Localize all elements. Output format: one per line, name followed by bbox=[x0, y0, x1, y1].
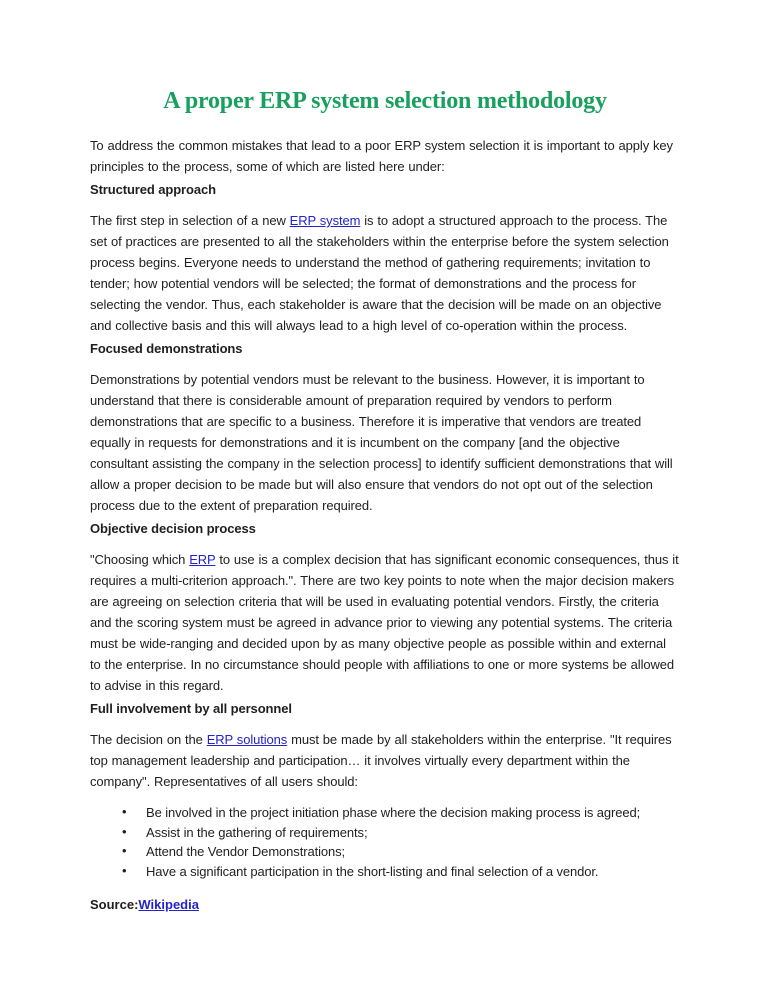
bullet-icon: • bbox=[122, 804, 127, 819]
representatives-list bbox=[90, 803, 680, 881]
paragraph-full-involvement: The decision on the ERP solutions must be made by all stakeholders within the enterprise. "It requires top management leadership and participation… it involves virtually every department within the company". Representatives of all users should: bbox=[90, 732, 672, 789]
list-item bbox=[122, 823, 680, 843]
bullet-icon: • bbox=[122, 862, 127, 878]
intro-paragraph: To address the common mistakes that lead to a poor ERP system selection it is important to apply key principles to the process, some of which are listed here under: bbox=[90, 138, 673, 174]
heading-full-involvement: Full involvement by all personnel bbox=[90, 701, 292, 716]
bullet-icon: • bbox=[122, 823, 127, 839]
list-item-text: Assist in the gathering of requirements; bbox=[146, 824, 368, 840]
erp-system-link[interactable]: ERP system bbox=[289, 213, 361, 228]
wikipedia-link[interactable]: Wikipedia bbox=[138, 897, 199, 912]
list-item-text: Attend the Vendor Demonstrations; bbox=[146, 844, 346, 859]
list-item bbox=[122, 862, 680, 882]
erp-link[interactable]: ERP bbox=[189, 552, 216, 567]
list-item bbox=[122, 842, 680, 862]
heading-objective-decision-process: Objective decision process bbox=[90, 521, 256, 536]
source-label: Source: bbox=[90, 897, 139, 912]
paragraph-focused-demonstrations: Demonstrations by potential vendors must be relevant to the business. However, it is important to understand that there is considerable amount of preparation required by vendors to perform demonstrations that are specific to a business. Therefore it is imperative that vendors are treated equally in requests for demonstrations and it is incumbent on the company [and the objective consultant assisting the company in the selection process] to identify sufficient demonstrations that will allow a proper decision to be made but will also ensure that vendors do not opt out of the selection process due to the extent of preparation required. bbox=[90, 372, 673, 513]
list-item-text: Be involved in the project initiation phase where the decision making process is agreed; bbox=[146, 805, 641, 820]
document-title: A proper ERP system selection methodology bbox=[163, 88, 607, 114]
paragraph-objective-decision-process: "Choosing which ERP to use is a complex decision that has significant economic consequences, thus it requires a multi-criterion approach.". There are two key points to note when the major decision makers are agreeing on selection criteria that will be used in evaluating potential vendors. Firstly, the criteria and the scoring system must be agreed in advance prior to viewing any potential systems. The criteria must be wide-ranging and decided upon by as many objective people as possible within and external to the enterprise. In no circumstance should people with affiliations to one or more systems be allowed to advise in this regard. bbox=[90, 552, 679, 693]
heading-focused-demonstrations: Focused demonstrations bbox=[90, 341, 243, 356]
list-item-text: Have a significant participation in the short-listing and final selection of a vendor. bbox=[146, 863, 599, 879]
heading-structured-approach: Structured approach bbox=[90, 182, 216, 197]
bullet-icon: • bbox=[122, 843, 127, 858]
erp-solutions-link[interactable]: ERP solutions bbox=[206, 732, 288, 747]
paragraph-structured-approach: The first step in selection of a new ERP system is to adopt a structured approach to the process. The set of practices are presented to all the stakeholders within the enterprise before the system selection process begins. Everyone needs to understand the method of gathering requirements; invitation to tender; how potential vendors will be selected; the format of demonstrations and the process for selecting the vendor. Thus, each stakeholder is aware that the decision will be made on an objective and collective basis and this will always lead to a high level of co-operation within the process. bbox=[90, 213, 669, 333]
source-line bbox=[90, 894, 680, 915]
list-item bbox=[122, 803, 680, 823]
